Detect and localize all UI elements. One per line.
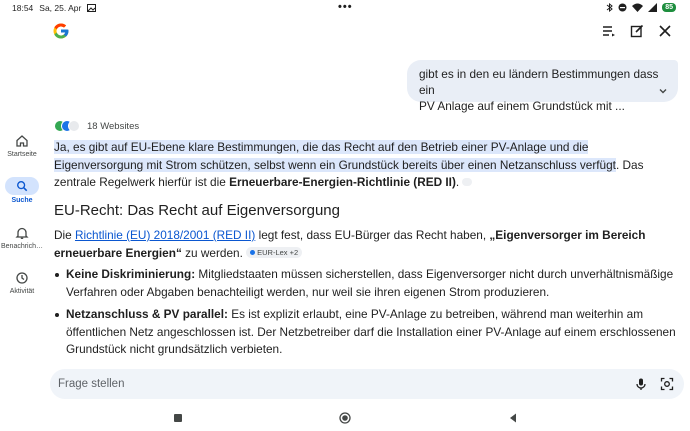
sources-count: 18 Websites	[87, 120, 140, 132]
system-nav-bar	[0, 405, 690, 431]
list-item	[66, 306, 678, 359]
history-icon	[15, 271, 29, 285]
bullet-text: Mitgliedstaaten müssen sicherstellen, dass Eigenversorger nicht durch unverhältnismäßige Verfahren oder Abgaben benachteiligt werden, nur weil sie ihren eigenen Strom produzieren.	[66, 267, 674, 299]
para-post: zu werden.	[181, 245, 247, 260]
source-chip-label: EUR-Lex +2	[257, 247, 299, 257]
rail-active-indicator	[5, 177, 39, 195]
status-time: 18:54	[12, 3, 34, 13]
mic-icon[interactable]	[634, 377, 648, 391]
rail-label-activity: Aktivität	[9, 288, 35, 295]
header-actions	[602, 24, 672, 38]
lens-icon[interactable]	[660, 377, 674, 391]
google-logo[interactable]	[52, 22, 70, 40]
favicon-icon	[68, 120, 80, 132]
query-line-2: PV Anlage auf einem Grundstück mit ...	[419, 99, 625, 113]
close-icon[interactable]	[658, 24, 672, 38]
bell-icon	[15, 226, 29, 240]
search-icon	[16, 180, 28, 192]
section-heading: EU-Recht: Das Recht auf Eigenversorgung	[54, 202, 340, 219]
status-menu-dots: •••	[338, 1, 353, 13]
queue-list-icon[interactable]	[602, 24, 616, 38]
rail-item-search[interactable]	[0, 177, 44, 204]
recents-icon[interactable]	[172, 412, 184, 424]
para-bold: „Eigenversorger im Bereich erneuerbare Energien“	[54, 228, 646, 260]
ask-input[interactable]	[58, 374, 618, 394]
para-mid: legt fest, dass EU-Bürger das Recht haben,	[255, 228, 490, 242]
answer-paragraph	[54, 139, 678, 192]
section-paragraph	[54, 227, 678, 262]
answer-bold-term: Erneuerbare-Energien-Richtlinie (RED II)	[229, 175, 456, 189]
link-icon[interactable]	[462, 178, 472, 186]
rail-item-notifications[interactable]	[0, 226, 44, 250]
signal-icon	[648, 3, 657, 12]
answer-end: .	[455, 175, 460, 189]
bullet-title: Keine Diskriminierung:	[66, 267, 196, 281]
home-icon	[15, 134, 29, 148]
bullet-title: Netzanschluss & PV parallel:	[66, 307, 228, 321]
list-item	[66, 266, 678, 301]
chevron-down-icon[interactable]	[658, 86, 668, 96]
status-bar	[0, 0, 690, 16]
edit-icon[interactable]	[630, 24, 644, 38]
para-pre: Die	[54, 228, 75, 242]
dnd-icon	[618, 3, 627, 12]
source-chip[interactable]	[246, 247, 302, 258]
user-query-bubble[interactable]	[407, 60, 678, 113]
rail-label-notifications: Benachrich…	[0, 243, 44, 250]
back-icon[interactable]	[507, 412, 519, 424]
rail-label-home: Startseite	[7, 151, 37, 158]
source-favicons	[54, 120, 82, 132]
bullet-list	[66, 266, 678, 364]
battery-indicator: 85	[662, 3, 676, 12]
rail-item-activity[interactable]	[0, 271, 44, 295]
sources-row[interactable]	[54, 120, 139, 132]
home-button-icon[interactable]	[339, 412, 351, 424]
wifi-icon	[632, 3, 643, 12]
bluetooth-icon	[606, 3, 613, 12]
status-date: Sa, 25. Apr	[39, 3, 82, 13]
source-dot-icon	[250, 250, 255, 255]
rail-label-search: Suche	[11, 197, 33, 204]
query-line-1: gibt es in den eu ländern Bestimmungen dass ein	[419, 67, 659, 97]
answer-text: . Das zentrale Regelwerk hierfür ist die	[54, 157, 644, 189]
ask-bar	[50, 369, 684, 399]
rail-item-home[interactable]	[0, 134, 44, 158]
answer-highlight[interactable]: Ja, es gibt auf EU-Ebene klare Bestimmungen, die das Recht auf den Betrieb einer PV-Anlage und die Eigenversorgung mit Strom schützen, selbst wenn ein Grundstück bereits über einen Netzanschluss verfügt	[54, 140, 616, 172]
richtlinie-link[interactable]: Richtlinie (EU) 2018/2001 (RED II)	[74, 228, 256, 242]
image-icon	[87, 4, 96, 12]
bullet-text: Es ist explizit erlaubt, eine PV-Anlage zu betreiben, während man weiterhin am öffentlichen Netz angeschlossen ist. Der Netzbetreiber darf die Installation einer PV-Anlage auf einem erschlossenen Grundstück nicht grundsätzlich verbieten.	[66, 307, 676, 356]
